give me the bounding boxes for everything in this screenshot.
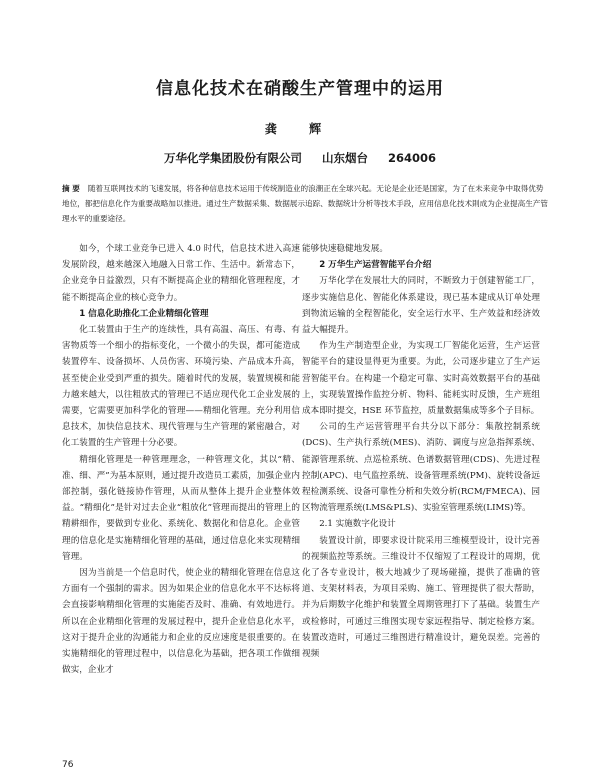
page-number: 76 <box>62 760 74 770</box>
abstract-label: 摘 要 <box>62 184 80 193</box>
body-paragraph: 万华化学在发展壮大的同时，不断致力于创建智能工厂，逐步实施信息化、智能化体系建设，现已基本建成从订单处理到物流运输的全程智能化，安全运行水平、生产效益和经济效益大幅提升。 <box>302 276 540 336</box>
abstract-text: 随着互联网技术的飞速发展，将各种信息技术运用于传统制造业的浪潮正在全球兴起。无论是企业还是国家，为了在未来竞争中取得优势地位，都把信息化作为重要战略加以推进。通过生产数据采集、数据展示追踪、数据统计分析等技术手段，应用信息化技术則成为企业提高生产管理水平的重要途径。 <box>62 184 548 223</box>
paper-title: 信息化技术在硝酸生产管理中的运用 <box>156 79 444 99</box>
body-paragraph: 作为生产制造型企业，为实现工厂智能化运营，生产运营智能平台的建设显得更为重要。为此，公司逐步建立了生产运营智能平台。在构建一个稳定可靠、实时高效数据平台的基础上，实现装置操作监控分析、物料、能耗实时反馈，生产班组成本即时提交，HSE 环节监控，质量数据集成等多个子目标。 <box>302 341 540 417</box>
right-column <box>302 241 540 662</box>
affiliation <box>0 150 600 166</box>
body-paragraph: 化工装置由于生产的连续性，具有高温、高压、有毒、有害物质等一个细小的指标变化，一个微小的失误，都可能造成装置停车、设备损坏、人员伤害、环境污染、产品成本升高，甚至使企业受到严重的损失。随着时代的发展，装置规模和能力越来越大，以往粗放式的管理已不适应现代化工企业发展的需要，它需要更加科学化的管理——精细化管理。充分利用信息技术，加快信息技术、现代管理与生产管理的紧密融合，对化工装置的生产管理十分必要。 <box>62 325 300 449</box>
body-paragraph: 公司的生产运营管理平台共分以下部分：集散控制系统(DCS)、生产执行系统(MES)、消防、调度与应急指挥系统、能源管理系统、点巡检系统、色谱数据管理(CDS)、先进过程控制(APC)、电气监控系统、设备管理系统(PM)、旋转设备远程检测系统、设备可靠性分析和失效分析(RCM/FMECA)、园区物流管理系统(LMS&PLS)、实验室管理系统(LIMS)等。 <box>302 422 540 514</box>
section-heading: 2 万华生产运营智能平台介绍 <box>319 260 432 271</box>
author: 龚 辉 <box>264 122 336 136</box>
affiliation-postcode: 264006 <box>388 151 437 165</box>
body-paragraph: 如今，个球工业竞争已进入 4.0 时代，信息技术进入高速发展阶段，越来越深入地融入日常工作、生活中。新常态下，企业竞争日益激烈，只有不断提高企业的精细化管理程度，才能不断提高企业的核心竞争力。 <box>62 244 300 303</box>
affiliation-city: 山东烟台 <box>321 151 368 165</box>
left-column <box>62 241 300 678</box>
section-heading: 1 信息化助推化工企业精细化管理 <box>79 308 209 319</box>
body-paragraph: 精细化管理是一种管理理念，一种管理文化，其以“精、准、细、严”为基本原则，通过提升改造员工素质，加强企业内部控制，强化链接协作管理，从而从整体上提升企业整体效益。“精细化”是针对过去企业“粗放化”管理而提出的管理上的精耕细作，要做到专业化、系统化、数据化和信息化。企业管理的信息化是实施精细化管理的基础，通过信息化来实现精细管理。 <box>62 454 300 562</box>
body-paragraph: 因为当前是一个信息时代，使企业的精细化管理在信息这方面有一个强制的需求。因为如果企业的信息化水平不达标将会直接影响精细化管理的实施能否及时、准确、有效地进行。所以在企业精细化管理的发展过程中，提升企业信息化水平，这对于提升企业的沟通能力和企业的反应速度是很重要的。在实施精细化的管理过程中，以信息化为基础，把各项工作做细做实，企业才 <box>62 568 300 676</box>
abstract <box>62 181 550 226</box>
section-heading: 2.1 实施数字化设计 <box>319 519 396 530</box>
body-paragraph: 装置设计前，即要求设计院采用三维模型设计，设计完善的视频监控等系统。三维设计不仅缩短了工程设计的周期，优化了各专业设计，极大地减少了现场碰撞，提供了准确的管道、支架材料表，为项目采购、施工、管理提供了很大帮助，并为后期数字化维护和装置全周期管理打下了基础。装置生产或检修时，可通过三维图实现专家远程指导、制定检修方案。装置改造时，可通过三维图进行精准设计，避免误差。完善的视频 <box>302 535 540 660</box>
body-paragraph: 能够快速稳健地发展。 <box>302 244 388 254</box>
affiliation-org: 万华化学集团股份有限公司 <box>163 151 302 165</box>
